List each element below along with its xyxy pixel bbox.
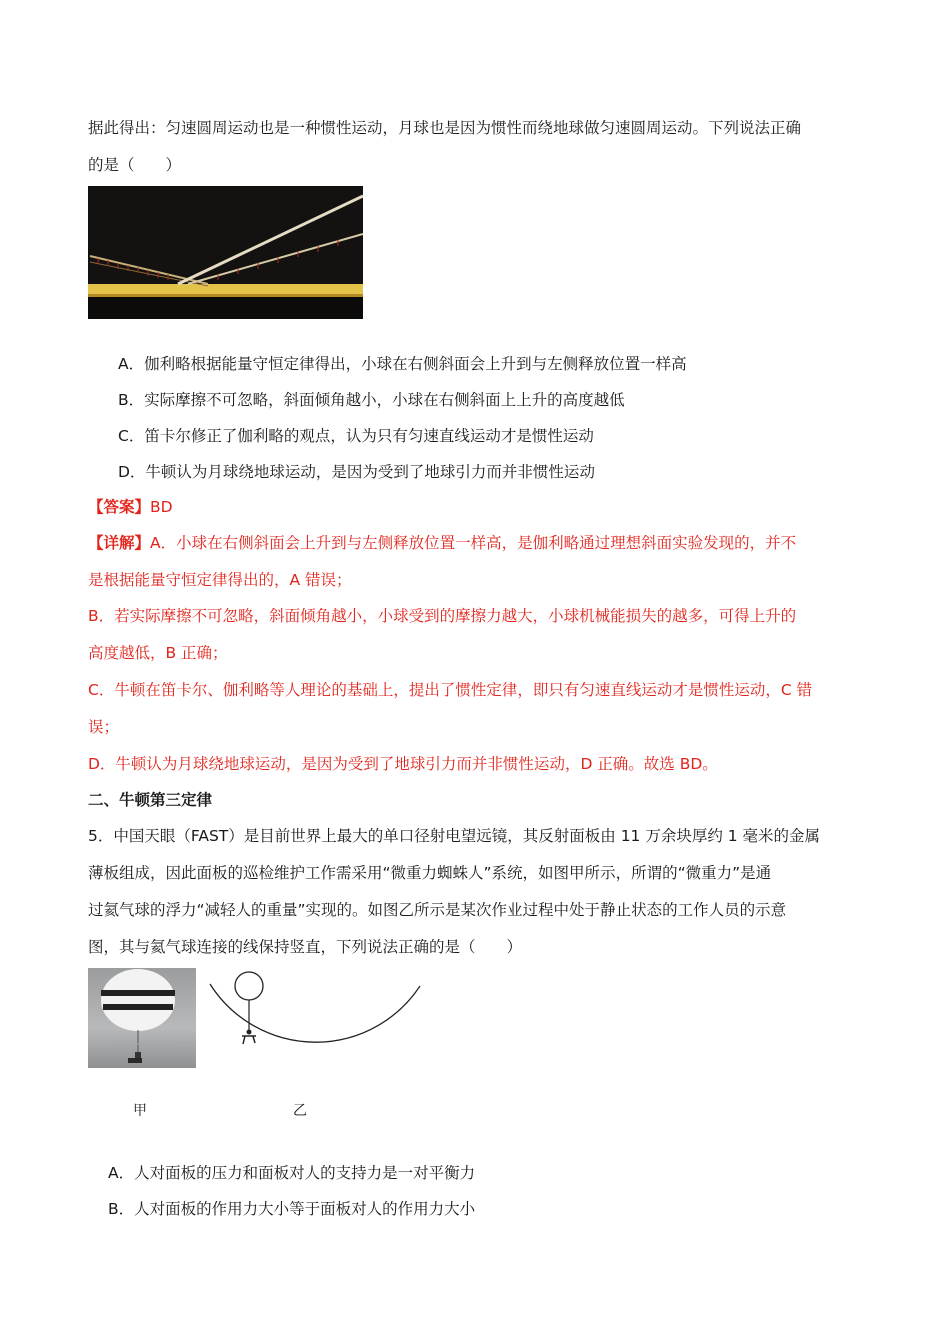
q4-detail-line-6: 误；	[88, 718, 120, 736]
answer-value: BD	[150, 498, 173, 516]
q4-detail-line-7: D．牛顿认为月球绕地球运动，是因为受到了地球引力而并非惯性运动，D 正确。故选 BD。	[88, 755, 718, 773]
detail-label: 【详解】	[88, 534, 151, 552]
q5-option-b: B．人对面板的作用力大小等于面板对人的作用力大小	[108, 1200, 476, 1218]
detail-text: A．小球在右侧斜面会上升到与左侧释放位置一样高，是伽利略通过理想斜面实验发现的，并不	[150, 534, 797, 552]
q4-detail-line-2: 是根据能量守恒定律得出的，A 错误；	[88, 571, 352, 589]
answer-label: 【答案】	[88, 498, 151, 516]
q5-stem-line-2: 薄板组成，因此面板的巡检维护工作需采用“微重力蜘蛛人”系统，如图甲所示，所谓的“微重力”是通	[88, 864, 772, 882]
q5-stem-line-4: 图，其与氦气球连接的线保持竖直，下列说法正确的是（ ）	[88, 938, 523, 956]
q4-option-d: D．牛顿认为月球绕地球运动，是因为受到了地球引力而并非惯性运动	[118, 463, 595, 481]
q4-stem-line-2: 的是（ ）	[88, 156, 182, 174]
q5-stem-line-3: 过氦气球的浮力“减轻人的重量”实现的。如图乙所示是某次作业过程中处于静止状态的工作人员的示意	[88, 901, 787, 919]
q4-detail-line-3: B．若实际摩擦不可忽略，斜面倾角越小，小球受到的摩擦力越大，小球机械能损失的越多，可得上升的	[88, 607, 797, 625]
q4-detail-line-5: C．牛顿在笛卡尔、伽利略等人理论的基础上，提出了惯性定律，即只有匀速直线运动才是惯性运动，C 错	[88, 681, 813, 699]
q4-option-c: C．笛卡尔修正了伽利略的观点，认为只有匀速直线运动才是惯性运动	[118, 427, 594, 445]
incline-experiment-photo	[88, 186, 363, 319]
q5-stem-line-1: 5．中国天眼（FAST）是目前世界上最大的单口径射电望远镜，其反射面板由 11 万余块厚约 1 毫米的金属	[88, 827, 821, 845]
q5-option-a: A．人对面板的压力和面板对人的支持力是一对平衡力	[108, 1164, 476, 1182]
q4-stem-line-1: 据此得出：匀速圆周运动也是一种惯性运动，月球也是因为惯性而绕地球做匀速圆周运动。下列说法正确	[88, 119, 802, 137]
balloon-photo	[88, 968, 196, 1068]
q4-detail-line-4: 高度越低，B 正确；	[88, 644, 228, 662]
q4-option-b: B．实际摩擦不可忽略，斜面倾角越小，小球在右侧斜面上上升的高度越低	[118, 391, 625, 409]
q4-detail-line-1	[88, 533, 796, 553]
q4-answer	[88, 497, 173, 517]
section-title: 二、牛顿第三定律	[88, 791, 213, 809]
caption-jia: 甲	[133, 1103, 147, 1119]
balloon-diagram	[200, 970, 422, 1075]
caption-yi: 乙	[293, 1103, 307, 1119]
q4-option-a: A．伽利略根据能量守恒定律得出，小球在右侧斜面会上升到与左侧释放位置一样高	[118, 355, 687, 373]
